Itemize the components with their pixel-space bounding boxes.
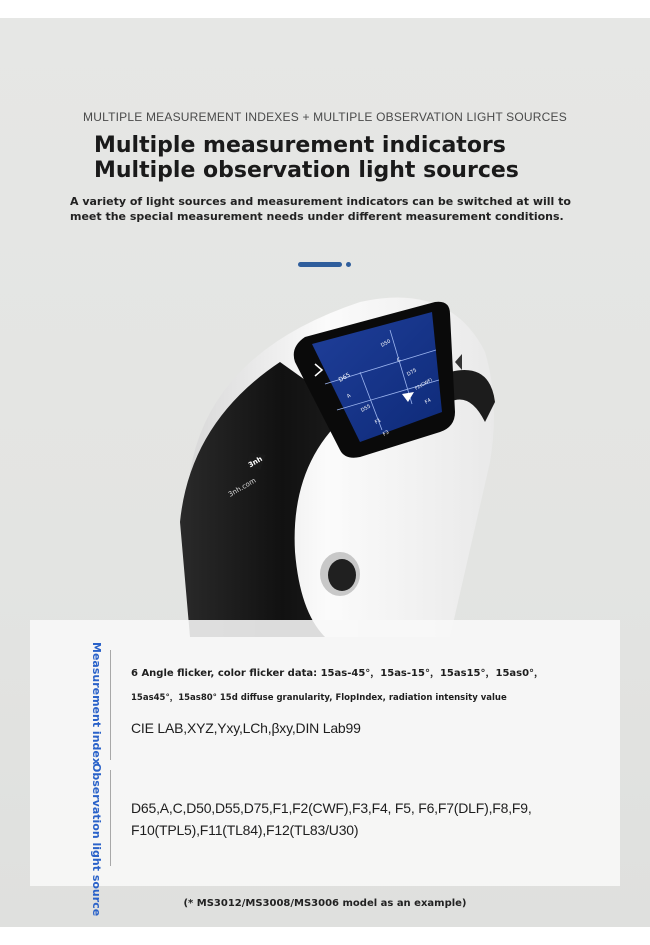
measurement-index-line2: 15as45°，15as80° 15d diffuse granularity, FlopIndex, radiation intensity value <box>131 693 507 703</box>
divider-bar <box>298 262 342 267</box>
measurement-index-label: Measurement index <box>90 642 103 765</box>
page-subtitle: A variety of light sources and measurement indicators can be switched at will to meet the special measurement needs under different measurement conditions. <box>70 195 571 223</box>
screen-item-d55: D55 <box>360 403 372 414</box>
screen-item-f2: F2(CWF) <box>414 377 434 392</box>
section-divider <box>110 770 111 866</box>
section-divider <box>110 650 111 760</box>
divider-dot <box>346 262 351 267</box>
screen-item-f1: F1 <box>374 417 383 426</box>
screen-item-d75: D75 <box>406 367 418 378</box>
spec-info-box <box>30 620 620 886</box>
screen-item-f3: F3 <box>382 429 391 438</box>
page-title: Multiple measurement indicators Multiple observation light sources <box>94 133 519 183</box>
screen-item-d65: D65 <box>337 371 352 384</box>
observation-light-values: D65,A,C,D50,D55,D75,F1,F2(CWF),F3,F4, F5, F6,F7(DLF),F8,F9, F10(TPL5),F11(TL84),F12(TL83/U30) <box>131 800 532 838</box>
measurement-index-values: CIE LAB,XYZ,Yxy,LCh,βxy,DIN Lab99 <box>131 720 361 736</box>
brand-logo-text: 3nh <box>246 454 264 470</box>
lens-button <box>328 559 356 591</box>
screen-item-f4: F4 <box>424 397 433 406</box>
screen-item-d50: D50 <box>380 338 392 349</box>
screen-item-a: A <box>346 392 352 400</box>
colorimeter-device-image <box>150 292 510 637</box>
brand-url: 3nh.com <box>227 476 258 499</box>
model-footnote: (* MS3012/MS3008/MS3006 model as an example) <box>183 898 467 909</box>
screen-item-c: C <box>396 356 403 364</box>
measurement-index-line1: 6 Angle flicker, color flicker data: 15as-45°，15as-15°，15as15°，15as0°， <box>131 668 545 679</box>
observation-light-label: Observation light source <box>90 763 103 917</box>
section-kicker: MULTIPLE MEASUREMENT INDEXES + MULTIPLE OBSERVATION LIGHT SOURCES <box>83 110 567 124</box>
